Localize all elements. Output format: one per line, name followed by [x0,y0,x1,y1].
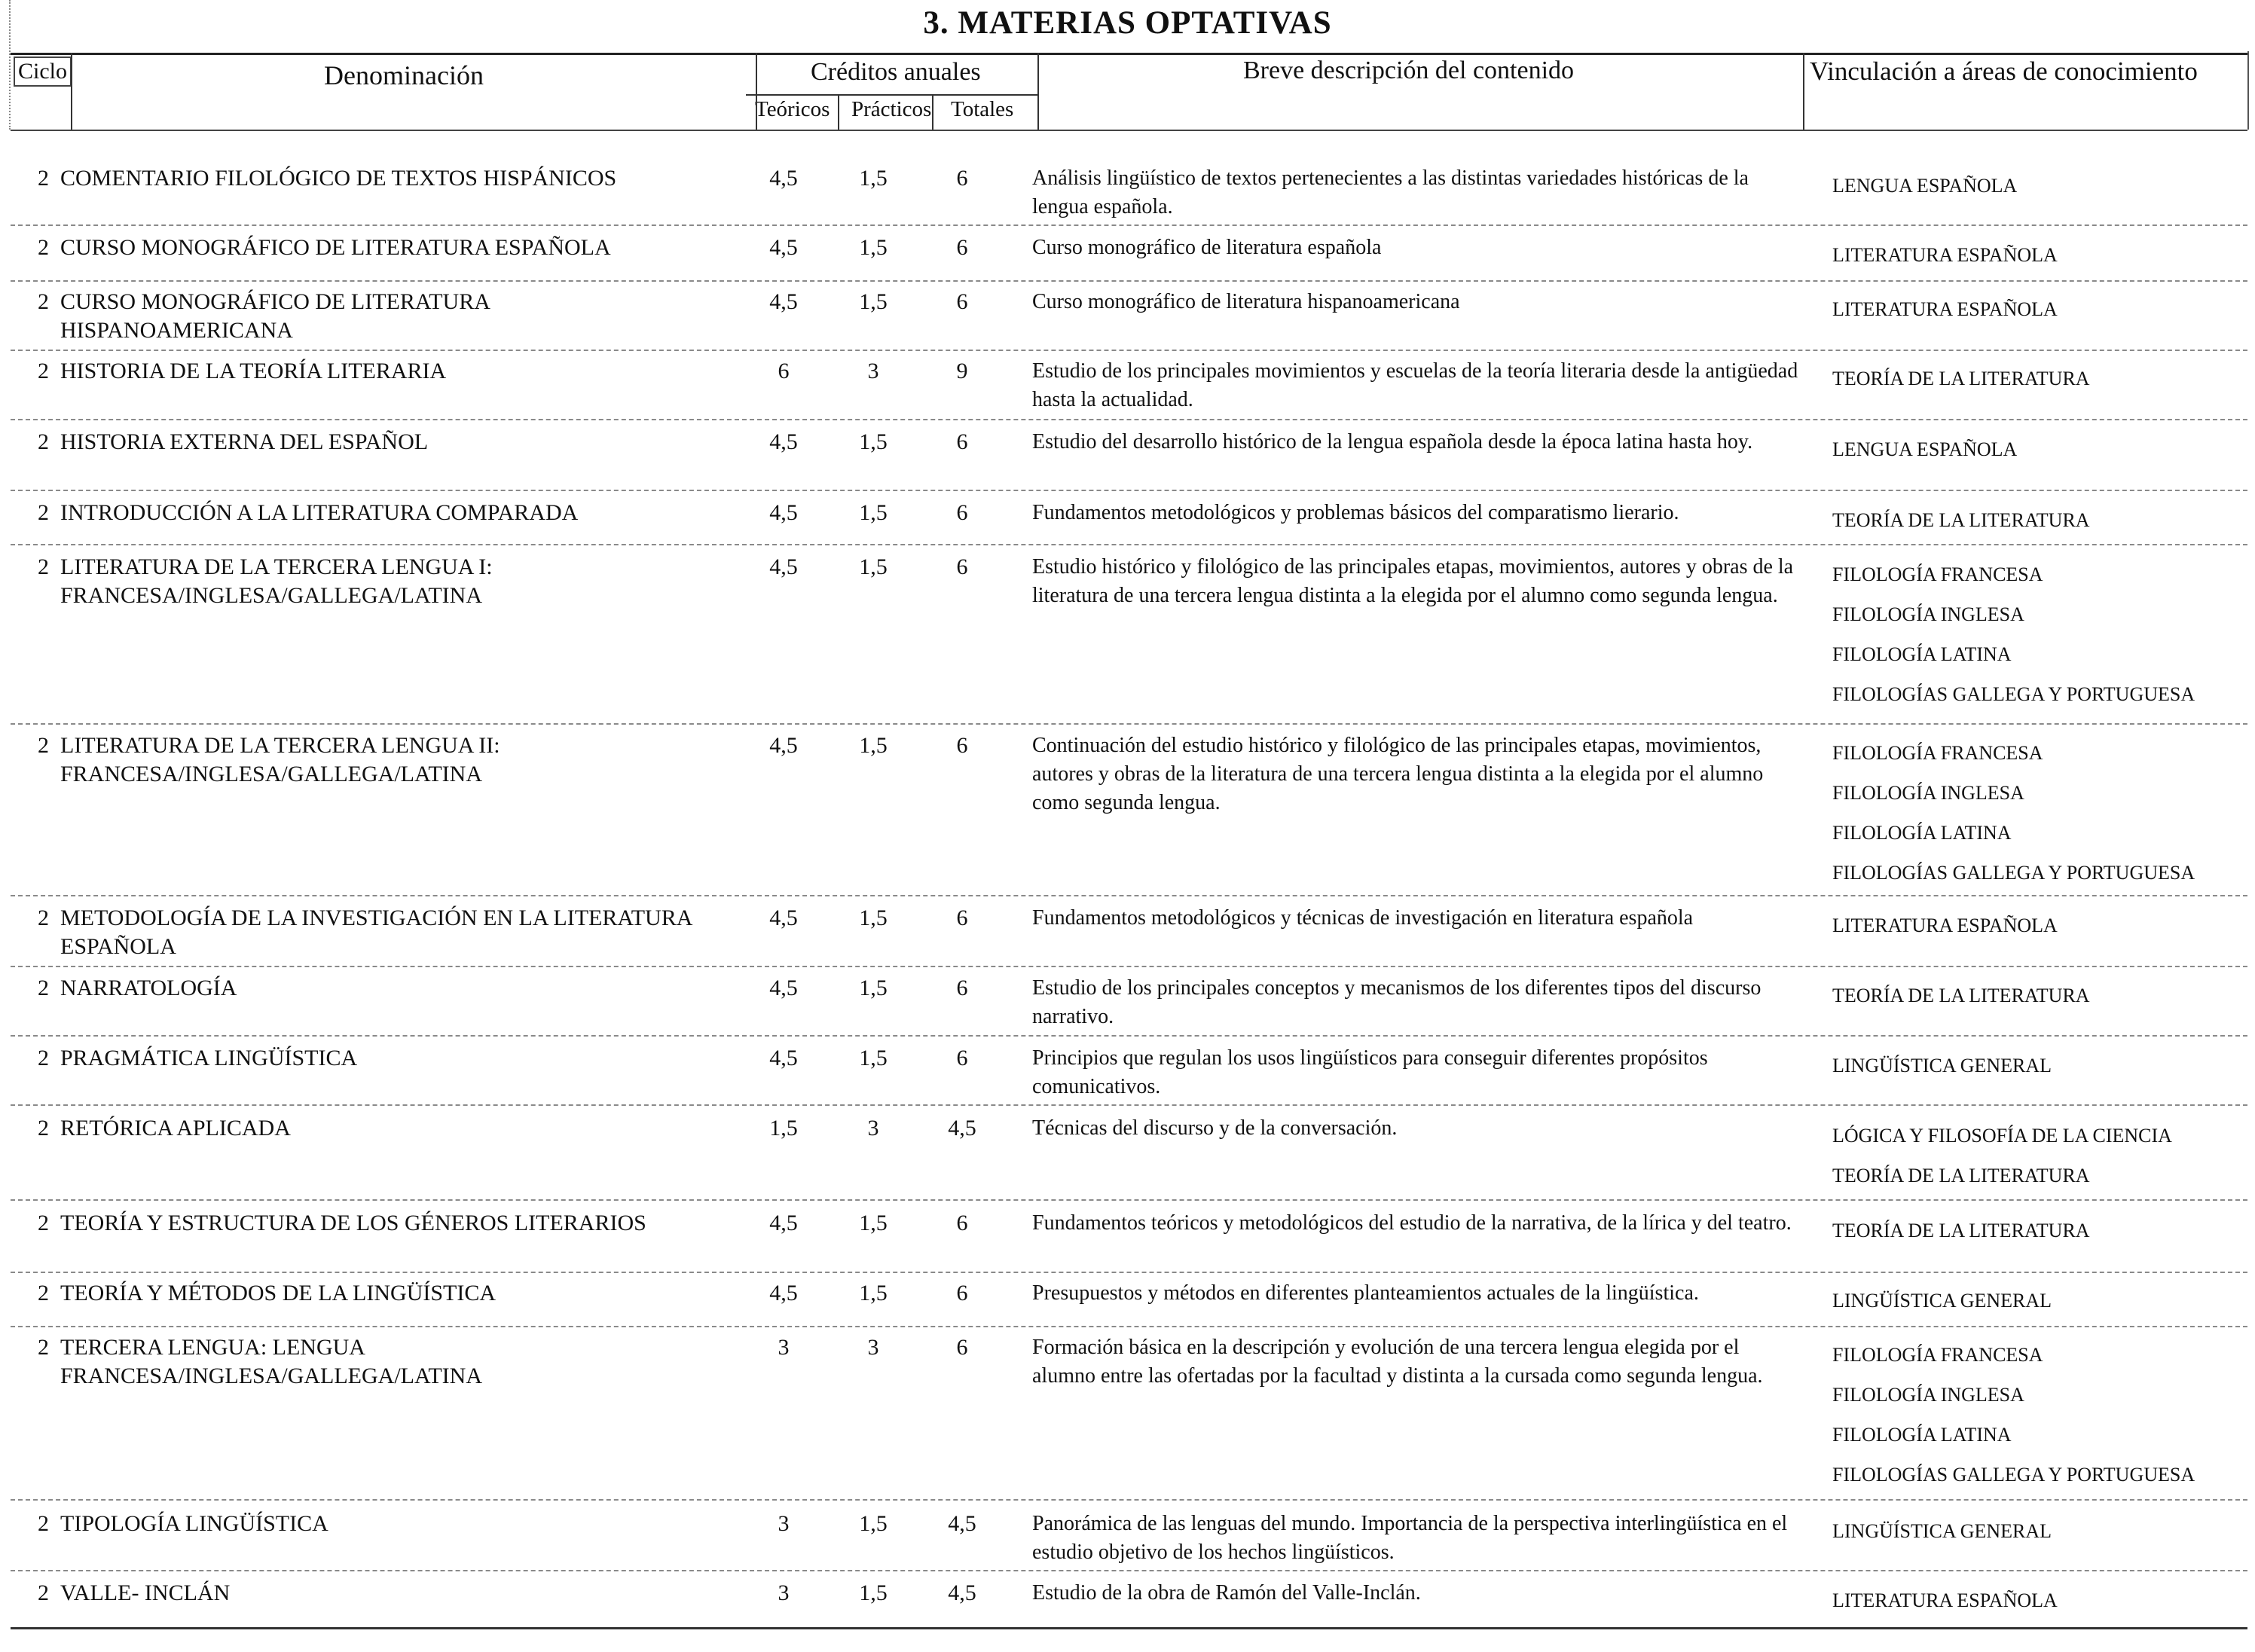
practicos-cell: 3 [867,1335,879,1360]
header-divider [756,53,757,130]
practicos-cell: 1,5 [859,554,888,579]
descripcion-cell: Técnicas del discurso y de la conversación. [1032,1116,1398,1140]
descripcion-cell: Continuación del estudio histórico y filológico de las principales etapas, movimientos, autores y obras de la literatura de una tercera lengua distinta a la elegida por el alumno como segunda lengua. [1032,734,1764,814]
row-divider [11,1199,2247,1201]
header-divider [71,53,72,130]
vinculacion-cell [1832,1333,2239,1493]
ciclo-cell: 2 [38,166,49,191]
descripcion-cell: Estudio histórico y filológico de las principales etapas, movimientos, autores y obras de la literatura de una tercera lengua distinta a la elegida por el alumno como segunda lengua. [1032,555,1794,607]
teoricos-cell: 4,5 [769,1211,798,1235]
teoricos-cell: 1,5 [769,1116,798,1141]
teoricos-cell: 4,5 [769,289,798,314]
denominacion-cell: HISTORIA DE LA TEORÍA LITERARIA [60,359,447,383]
practicos-cell: 1,5 [859,235,888,260]
area-item: LINGÜÍSTICA GENERAL [1832,1290,2052,1312]
area-item: FILOLOGÍAS GALLEGA Y PORTUGUESA [1832,862,2195,884]
descripcion-cell: Análisis lingüístico de textos pertenecientes a las distintas variedades históricas de la lengua española. [1032,166,1749,218]
descripcion-cell: Fundamentos teóricos y metodológicos del estudio de la narrativa, de la lírica y del teatro. [1032,1211,1792,1235]
denominacion-cell: COMENTARIO FILOLÓGICO DE TEXTOS HISPÁNICOS [60,166,617,191]
header-subline [746,94,1038,96]
area-item: FILOLOGÍAS GALLEGA Y PORTUGUESA [1832,683,2195,705]
totales-cell: 6 [956,1211,968,1235]
vinculacion-cell [1832,1510,2239,1550]
row-divider [11,1104,2247,1106]
area-item: LITERATURA ESPAÑOLA [1832,298,2058,320]
area-item: LITERATURA ESPAÑOLA [1832,915,2058,936]
practicos-cell: 1,5 [859,1281,888,1305]
ciclo-cell: 2 [38,1281,49,1305]
descripcion-cell: Estudio de los principales movimientos y escuelas de la teoría literaria desde la antigüedad hasta la actualidad. [1032,359,1798,411]
teoricos-cell: 4,5 [769,166,798,191]
teoricos-cell: 4,5 [769,733,798,758]
teoricos-cell: 4,5 [769,905,798,930]
totales-cell: 6 [956,500,968,525]
area-item: FILOLOGÍA FRANCESA [1832,1344,2043,1366]
vinculacion-cell [1832,974,2239,1014]
teoricos-cell: 3 [778,1335,790,1360]
ciclo-cell: 2 [38,905,49,930]
totales-cell: 6 [956,1281,968,1305]
descripcion-cell: Curso monográfico de literatura hispanoamericana [1032,290,1460,313]
vinculacion-cell [1832,1114,2239,1194]
vinculacion-cell [1832,1579,2239,1619]
totales-cell: 6 [956,976,968,1000]
area-item: FILOLOGÍA FRANCESA [1832,563,2043,585]
row-divider [11,895,2247,896]
area-item: LINGÜÍSTICA GENERAL [1832,1520,2052,1542]
row-divider [11,1499,2247,1501]
vinculacion-cell [1832,499,2239,539]
row-divider [11,490,2247,491]
header-divider [932,96,933,130]
denominacion-cell: INTRODUCCIÓN A LA LITERATURA COMPARADA [60,500,579,525]
ciclo-cell: 2 [38,1335,49,1360]
denominacion-cell: VALLE- INCLÁN [60,1580,231,1605]
practicos-cell: 1,5 [859,166,888,191]
descripcion-cell: Estudio de los principales conceptos y mecanismos de los diferentes tipos del discurso narrativo. [1032,976,1762,1028]
denominacion-cell: METODOLOGÍA DE LA INVESTIGACIÓN EN LA LITERATURA ESPAÑOLA [60,905,692,959]
denominacion-cell: HISTORIA EXTERNA DEL ESPAÑOL [60,429,429,454]
area-item: LENGUA ESPAÑOLA [1832,438,2018,460]
table-header [11,53,2247,132]
vinculacion-cell [1832,357,2239,397]
right-border-line [2247,51,2249,130]
area-item: FILOLOGÍA LATINA [1832,643,2012,665]
area-item: LITERATURA ESPAÑOLA [1832,1589,2058,1611]
descripcion-cell: Fundamentos metodológicos y problemas básicos del comparatismo lierario. [1032,501,1679,524]
practicos-cell: 1,5 [859,289,888,314]
totales-cell: 4,5 [948,1116,976,1141]
ciclo-cell: 2 [38,359,49,383]
denominacion-cell: CURSO MONOGRÁFICO DE LITERATURA ESPAÑOLA [60,235,611,260]
vinculacion-cell [1832,553,2239,713]
totales-cell: 9 [956,359,968,383]
header-ciclo: Ciclo [14,56,72,87]
teoricos-cell: 4,5 [769,429,798,454]
row-divider [11,350,2247,351]
header-vinculacion: Vinculación a áreas de conocimiento [1810,56,2198,86]
practicos-cell: 1,5 [859,1046,888,1070]
descripcion-cell: Panorámica de las lenguas del mundo. Importancia de la perspectiva interlingüística en el estudio objetivo de los hechos lingüísticos. [1032,1512,1788,1564]
teoricos-cell: 4,5 [769,235,798,260]
vinculacion-cell [1832,1279,2239,1319]
header-totales: Totales [951,97,1014,121]
denominacion-cell: TEORÍA Y ESTRUCTURA DE LOS GÉNEROS LITERARIOS [60,1211,646,1235]
table-bottom-rule [11,1627,2247,1629]
descripcion-cell: Principios que regulan los usos lingüísticos para conseguir diferentes propósitos comunicativos. [1032,1046,1708,1098]
teoricos-cell: 4,5 [769,1281,798,1305]
ciclo-cell: 2 [38,1580,49,1605]
teoricos-cell: 3 [778,1511,790,1536]
totales-cell: 6 [956,1335,968,1360]
ciclo-cell: 2 [38,500,49,525]
header-divider [838,96,839,130]
area-item: LÓGICA Y FILOSOFÍA DE LA CIENCIA [1832,1125,2172,1147]
header-bottom-rule [11,130,2247,131]
header-divider [1803,53,1804,130]
practicos-cell: 1,5 [859,976,888,1000]
ciclo-cell: 2 [38,1511,49,1536]
ciclo-cell: 2 [38,289,49,314]
denominacion-cell: PRAGMÁTICA LINGÜÍSTICA [60,1046,358,1070]
vinculacion-cell [1832,731,2239,891]
ciclo-cell: 2 [38,429,49,454]
denominacion-cell: NARRATOLOGÍA [60,976,237,1000]
descripcion-cell: Curso monográfico de literatura española [1032,236,1382,259]
ciclo-cell: 2 [38,1116,49,1141]
denominacion-cell: CURSO MONOGRÁFICO DE LITERATURA HISPANOAMERICANA [60,289,490,343]
totales-cell: 6 [956,166,968,191]
area-item: TEORÍA DE LA LITERATURA [1832,368,2090,389]
totales-cell: 6 [956,905,968,930]
vinculacion-cell [1832,164,2239,204]
totales-cell: 4,5 [948,1511,976,1536]
practicos-cell: 1,5 [859,1211,888,1235]
area-item: LENGUA ESPAÑOLA [1832,175,2018,197]
area-item: FILOLOGÍA LATINA [1832,822,2012,844]
area-item: FILOLOGÍA INGLESA [1832,782,2024,804]
header-denominacion: Denominación [324,60,484,90]
totales-cell: 6 [956,554,968,579]
area-item: FILOLOGÍA LATINA [1832,1424,2012,1446]
ciclo-cell: 2 [38,235,49,260]
totales-cell: 6 [956,289,968,314]
ciclo-cell: 2 [38,1211,49,1235]
ciclo-cell: 2 [38,554,49,579]
area-item: FILOLOGÍAS GALLEGA Y PORTUGUESA [1832,1464,2195,1486]
vinculacion-cell [1832,904,2239,944]
totales-cell: 6 [956,235,968,260]
denominacion-cell: TIPOLOGÍA LINGÜÍSTICA [60,1511,328,1536]
header-practicos: Prácticos [851,97,932,121]
row-divider [11,224,2247,226]
descripcion-cell: Estudio del desarrollo histórico de la lengua española desde la época latina hasta hoy. [1032,430,1753,453]
ciclo-cell: 2 [38,733,49,758]
teoricos-cell: 4,5 [769,976,798,1000]
vinculacion-cell [1832,428,2239,468]
header-divider [1037,53,1039,130]
area-item: LINGÜÍSTICA GENERAL [1832,1055,2052,1076]
row-divider [11,966,2247,967]
area-item: FILOLOGÍA INGLESA [1832,603,2024,625]
area-item: TEORÍA DE LA LITERATURA [1832,1165,2090,1186]
practicos-cell: 1,5 [859,905,888,930]
practicos-cell: 1,5 [859,733,888,758]
totales-cell: 6 [956,1046,968,1070]
totales-cell: 6 [956,429,968,454]
row-divider [11,280,2247,282]
area-item: TEORÍA DE LA LITERATURA [1832,985,2090,1006]
row-divider [11,1570,2247,1571]
teoricos-cell: 4,5 [769,1046,798,1070]
row-divider [11,723,2247,725]
totales-cell: 6 [956,733,968,758]
descripcion-cell: Formación básica en la descripción y evolución de una tercera lengua elegida por el alumno entre las ofertadas por la facultad y distinta a la cursada como segunda lengua. [1032,1336,1763,1388]
page-title: 3. MATERIAS OPTATIVAS [923,5,1332,41]
practicos-cell: 1,5 [859,1511,888,1536]
row-divider [11,1326,2247,1327]
teoricos-cell: 6 [778,359,790,383]
vinculacion-cell [1832,1209,2239,1249]
header-creditos: Créditos anuales [811,58,981,86]
denominacion-cell: LITERATURA DE LA TERCERA LENGUA II: FRANCESA/INGLESA/GALLEGA/LATINA [60,733,500,786]
denominacion-cell: RETÓRICA APLICADA [60,1116,291,1141]
area-item: FILOLOGÍA FRANCESA [1832,742,2043,764]
teoricos-cell: 4,5 [769,554,798,579]
descripcion-cell: Fundamentos metodológicos y técnicas de investigación en literatura española [1032,906,1694,930]
practicos-cell: 1,5 [859,1580,888,1605]
descripcion-cell: Presupuestos y métodos en diferentes planteamientos actuales de la lingüística. [1032,1281,1699,1305]
row-divider [11,419,2247,420]
area-item: TEORÍA DE LA LITERATURA [1832,1220,2090,1241]
ciclo-cell: 2 [38,1046,49,1070]
area-item: TEORÍA DE LA LITERATURA [1832,509,2090,531]
row-divider [11,1272,2247,1273]
totales-cell: 4,5 [948,1580,976,1605]
ciclo-cell: 2 [38,976,49,1000]
area-item: FILOLOGÍA INGLESA [1832,1384,2024,1406]
area-item: LITERATURA ESPAÑOLA [1832,244,2058,266]
teoricos-cell: 3 [778,1580,790,1605]
practicos-cell: 3 [867,1116,879,1141]
practicos-cell: 3 [867,359,879,383]
teoricos-cell: 4,5 [769,500,798,525]
practicos-cell: 1,5 [859,500,888,525]
descripcion-cell: Estudio de la obra de Ramón del Valle-Inclán. [1032,1581,1421,1605]
vinculacion-cell [1832,234,2239,273]
vinculacion-cell [1832,288,2239,328]
row-divider [11,1035,2247,1037]
header-teoricos: Teóricos [755,97,830,121]
practicos-cell: 1,5 [859,429,888,454]
header-descripcion: Breve descripción del contenido [1243,56,1575,84]
denominacion-cell: LITERATURA DE LA TERCERA LENGUA I: FRANCESA/INGLESA/GALLEGA/LATINA [60,554,493,608]
vinculacion-cell [1832,1044,2239,1084]
denominacion-cell: TEORÍA Y MÉTODOS DE LA LINGÜÍSTICA [60,1281,497,1305]
row-divider [11,544,2247,545]
denominacion-cell: TERCERA LENGUA: LENGUA FRANCESA/INGLESA/GALLEGA/LATINA [60,1335,482,1388]
